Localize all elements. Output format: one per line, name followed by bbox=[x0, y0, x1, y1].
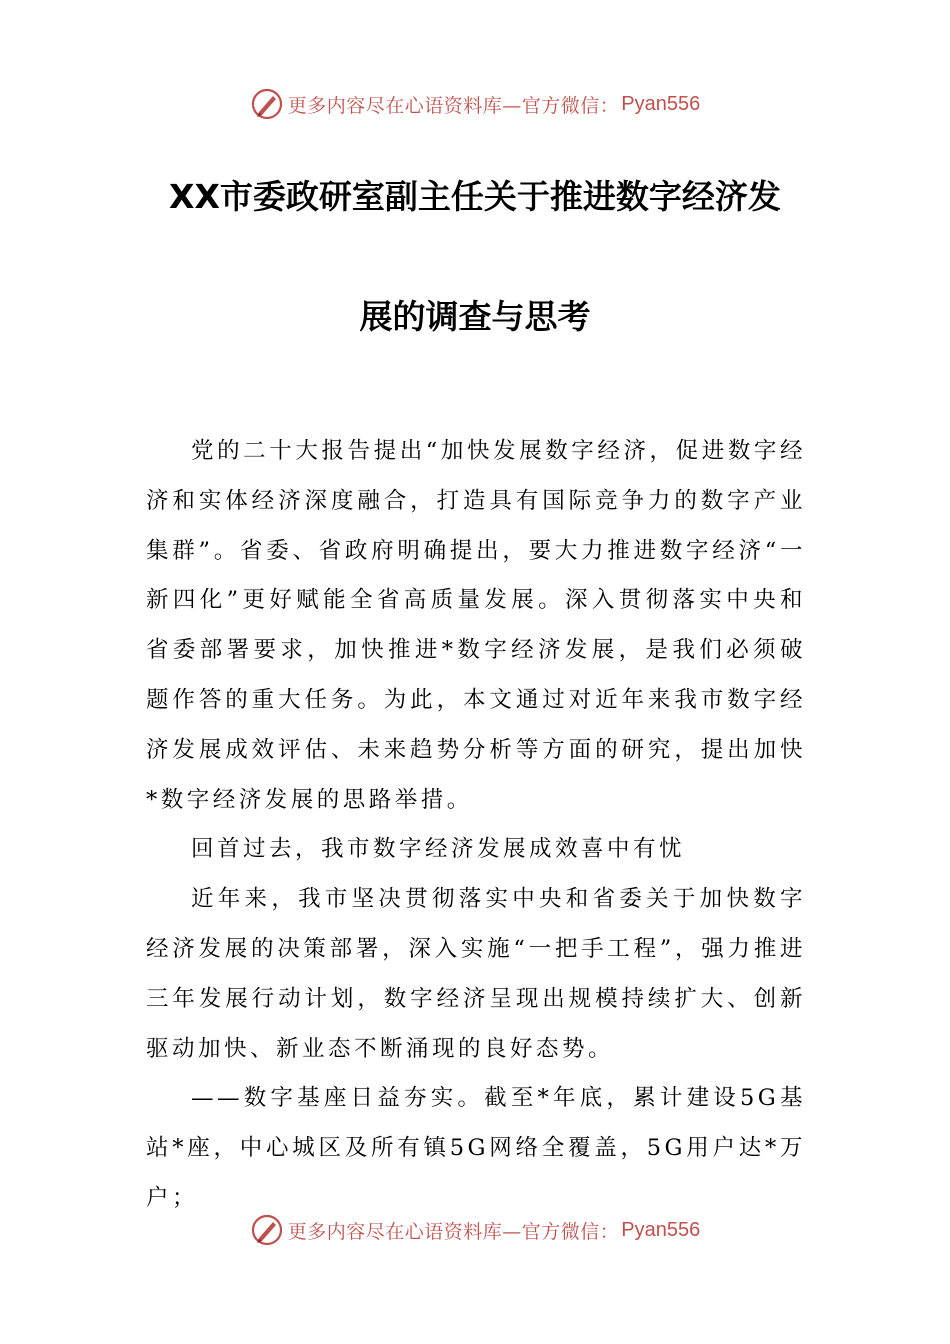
document-title-line2: 展的调查与思考 bbox=[359, 297, 591, 336]
paragraph: 党的二十大报告提出“加快发展数字经济，促进数字经济和实体经济深度融合，打造具有国际竞争力的数字产业集群”。省委、省政府明确提出，要大力推进数字经济“一新四化”更好赋能全省高质量发展。深入贯彻落实中央和省委部署要求，加快推进*数字经济发展，是我们必须破题作答的重大任务。为此，本文通过对近年来我市数字经济发展成效评估、未来趋势分析等方面的研究，提出加快*数字经济发展的思路举措。 bbox=[146, 438, 806, 813]
watermark-banner-bottom bbox=[0, 1210, 950, 1250]
pen-logo-icon bbox=[250, 87, 284, 121]
section-heading: 回首过去，我市数字经济发展成效喜中有忧 bbox=[191, 836, 686, 863]
document-body bbox=[146, 427, 806, 1224]
watermark-code: Pyan556 bbox=[621, 92, 701, 115]
watermark-text: 更多内容尽在心语资料库—官方微信： bbox=[287, 94, 620, 117]
watermark-code: Pyan556 bbox=[621, 1218, 701, 1241]
paragraph: ——数字基座日益夯实。截至*年底，累计建设5G基站*座，中心城区及所有镇5G网络全覆盖，5G用户达*万户； bbox=[146, 1085, 806, 1211]
watermark-banner-top bbox=[0, 84, 950, 124]
pen-logo-icon bbox=[250, 1213, 284, 1247]
watermark-text: 更多内容尽在心语资料库—官方微信： bbox=[287, 1220, 620, 1243]
paragraph: 近年来，我市坚决贯彻落实中央和省委关于加快数字经济发展的决策部署，深入实施“一把手工程”，强力推进三年发展行动计划，数字经济呈现出规模持续扩大、创新驱动加快、新业态不断涌现的良好态势。 bbox=[146, 886, 806, 1062]
document-title-line1: XX市委政研室副主任关于推进数字经济发 bbox=[169, 177, 781, 216]
